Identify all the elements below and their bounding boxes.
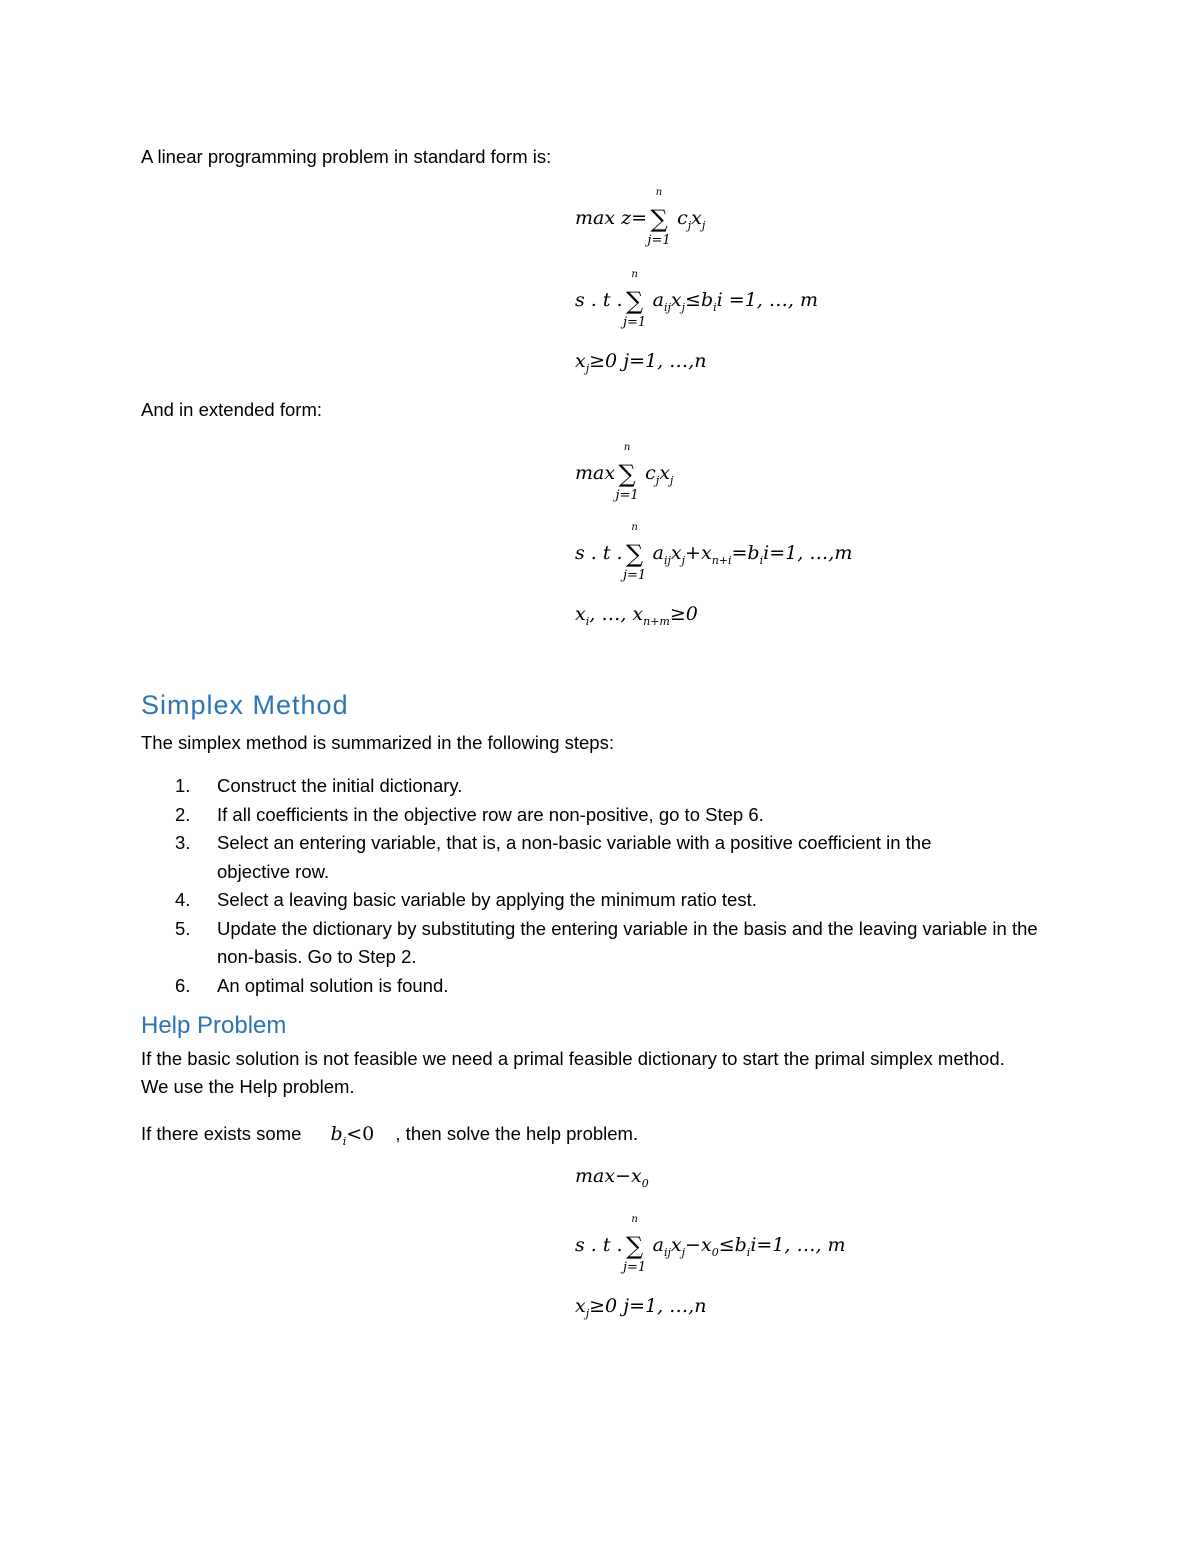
extended-objective — [575, 442, 674, 503]
index-range: i =1, …, m — [716, 289, 818, 311]
var-x: x — [670, 289, 682, 311]
step-text: Select an entering variable, that is, a non-basic variable with a positive coefficient in the objective row. — [217, 832, 932, 882]
coef-a: a — [652, 542, 664, 564]
var-x: x — [670, 1234, 682, 1256]
list-item — [175, 801, 1075, 830]
rhs-b: ≤b — [718, 1234, 747, 1256]
sub-j: j — [585, 361, 590, 375]
sub-ij: ij — [663, 1245, 671, 1259]
objective-lhs: max z= — [575, 207, 648, 229]
nonnegativity-equation — [575, 350, 706, 375]
step-text: If all coefficients in the objective row are non-positive, go to Step 6. — [217, 803, 764, 825]
sum-symbol: ∑ n j=1 — [615, 460, 639, 488]
var-x: x — [691, 207, 702, 229]
sub-j: j — [669, 473, 674, 487]
sub-i: i — [713, 300, 717, 314]
section-title-simplex: Simplex Method — [141, 690, 349, 720]
nonneg-tail: ≥0 j=1, …,n — [589, 350, 707, 372]
intro-text: A linear programming problem in standard form is: — [141, 146, 552, 167]
step-number: 2. — [175, 803, 191, 825]
sub-ij: ij — [663, 553, 671, 567]
sub-i: i — [759, 553, 764, 567]
index-range: i=1, …, m — [750, 1234, 846, 1256]
var-x: x — [670, 542, 682, 564]
var-x: x — [659, 462, 670, 484]
coef-c: c — [645, 462, 656, 484]
sub-0: 0 — [641, 1176, 649, 1190]
nonneg-tail: ≥0 — [669, 603, 698, 625]
list-item — [175, 829, 1075, 886]
sum-symbol: ∑ n j=1 — [623, 1232, 647, 1260]
sub-i: i — [746, 1245, 751, 1259]
nonneg-tail: ≥0 j=1, …,n — [589, 1295, 707, 1317]
such-that: s . t . — [575, 289, 623, 311]
sum-bottom: j=1 — [622, 1260, 647, 1275]
sub-ij: ij — [663, 300, 671, 314]
list-item — [175, 772, 1075, 801]
step-number: 5. — [175, 917, 191, 939]
sub-j: j — [585, 1306, 590, 1320]
constraint-equation — [575, 269, 818, 330]
sum-symbol: ∑ n j=1 — [647, 205, 671, 233]
extended-intro: And in extended form: — [141, 399, 322, 420]
step-number: 3. — [175, 832, 191, 853]
step-number: 6. — [175, 974, 191, 996]
exists-line — [141, 1120, 638, 1156]
section-title-help: Help Problem — [141, 1012, 287, 1039]
step-text: Update the dictionary by substituting the entering variable in the basis and the leaving variable in the non-basis. Go to Step 2. — [217, 917, 1038, 967]
such-that: s . t . — [575, 542, 623, 564]
step-text: An optimal solution is found. — [217, 974, 449, 996]
sub-j: j — [681, 300, 686, 314]
index-range: i=1, …,m — [763, 542, 853, 564]
exists-pre: If there exists some — [141, 1123, 302, 1144]
sum-top: n — [631, 1214, 638, 1225]
step-number: 4. — [175, 889, 191, 910]
lt-zero: <0 — [346, 1123, 375, 1145]
extended-constraint — [575, 522, 853, 583]
var-x: x — [575, 603, 586, 625]
sum-top: n — [631, 269, 638, 280]
sum-top: n — [655, 187, 663, 198]
objective-equation — [575, 187, 706, 248]
objective: max−x — [575, 1165, 642, 1187]
var-x: x — [575, 1295, 586, 1317]
extended-nonnegativity — [575, 603, 698, 628]
rhs-b: ≤b — [685, 289, 714, 311]
ellipsis: , …, x — [589, 603, 644, 625]
sum-bottom: j=1 — [615, 488, 639, 503]
steps-list — [175, 772, 1075, 1000]
inline-math — [330, 1123, 375, 1148]
sum-symbol: ∑ n j=1 — [623, 287, 647, 315]
sub-0: 0 — [711, 1245, 719, 1259]
step-text: Select a leaving basic variable by applying the minimum ratio test. — [217, 889, 757, 910]
sum-bottom: j=1 — [647, 233, 671, 248]
list-item — [175, 915, 1075, 972]
step-text: Construct the initial dictionary. — [217, 775, 463, 796]
var-x: x — [575, 350, 586, 372]
coef-a: a — [652, 289, 664, 311]
list-item — [175, 886, 1075, 915]
coef-a: a — [652, 1234, 664, 1256]
sub-j: j — [681, 553, 686, 567]
sub-i: i — [585, 614, 590, 628]
minus-x0: −x — [685, 1234, 712, 1256]
help-objective — [575, 1165, 649, 1190]
such-that: s . t . — [575, 1234, 623, 1256]
objective-lhs: max — [575, 462, 616, 484]
sub-j: j — [655, 473, 660, 487]
sum-bottom: j=1 — [622, 568, 647, 583]
coef-c: c — [677, 207, 688, 229]
simplex-intro: The simplex method is summarized in the following steps: — [141, 732, 614, 753]
sub-i: i — [342, 1134, 347, 1148]
help-nonnegativity — [575, 1295, 706, 1320]
help-paragraph: If the basic solution is not feasible we need a primal feasible dictionary to start the primal simplex method. We use the Help problem. — [141, 1048, 1005, 1097]
slack-var: +x — [685, 542, 712, 564]
sum-symbol: ∑ n j=1 — [623, 540, 647, 568]
list-item — [175, 972, 1075, 1001]
sub-j: j — [701, 218, 706, 232]
sum-top: n — [623, 442, 631, 453]
sub-j: j — [681, 1245, 686, 1259]
sub-n-plus-i: n+i — [711, 553, 732, 567]
step-number: 1. — [175, 775, 191, 796]
sum-top: n — [631, 522, 638, 533]
sum-bottom: j=1 — [622, 315, 647, 330]
rhs-b: =b — [731, 542, 760, 564]
sub-n-plus-m: n+m — [643, 614, 670, 628]
b-symbol: b — [330, 1123, 343, 1145]
exists-post: , then solve the help problem. — [395, 1123, 639, 1144]
sub-j: j — [687, 218, 692, 232]
help-constraint — [575, 1214, 846, 1275]
